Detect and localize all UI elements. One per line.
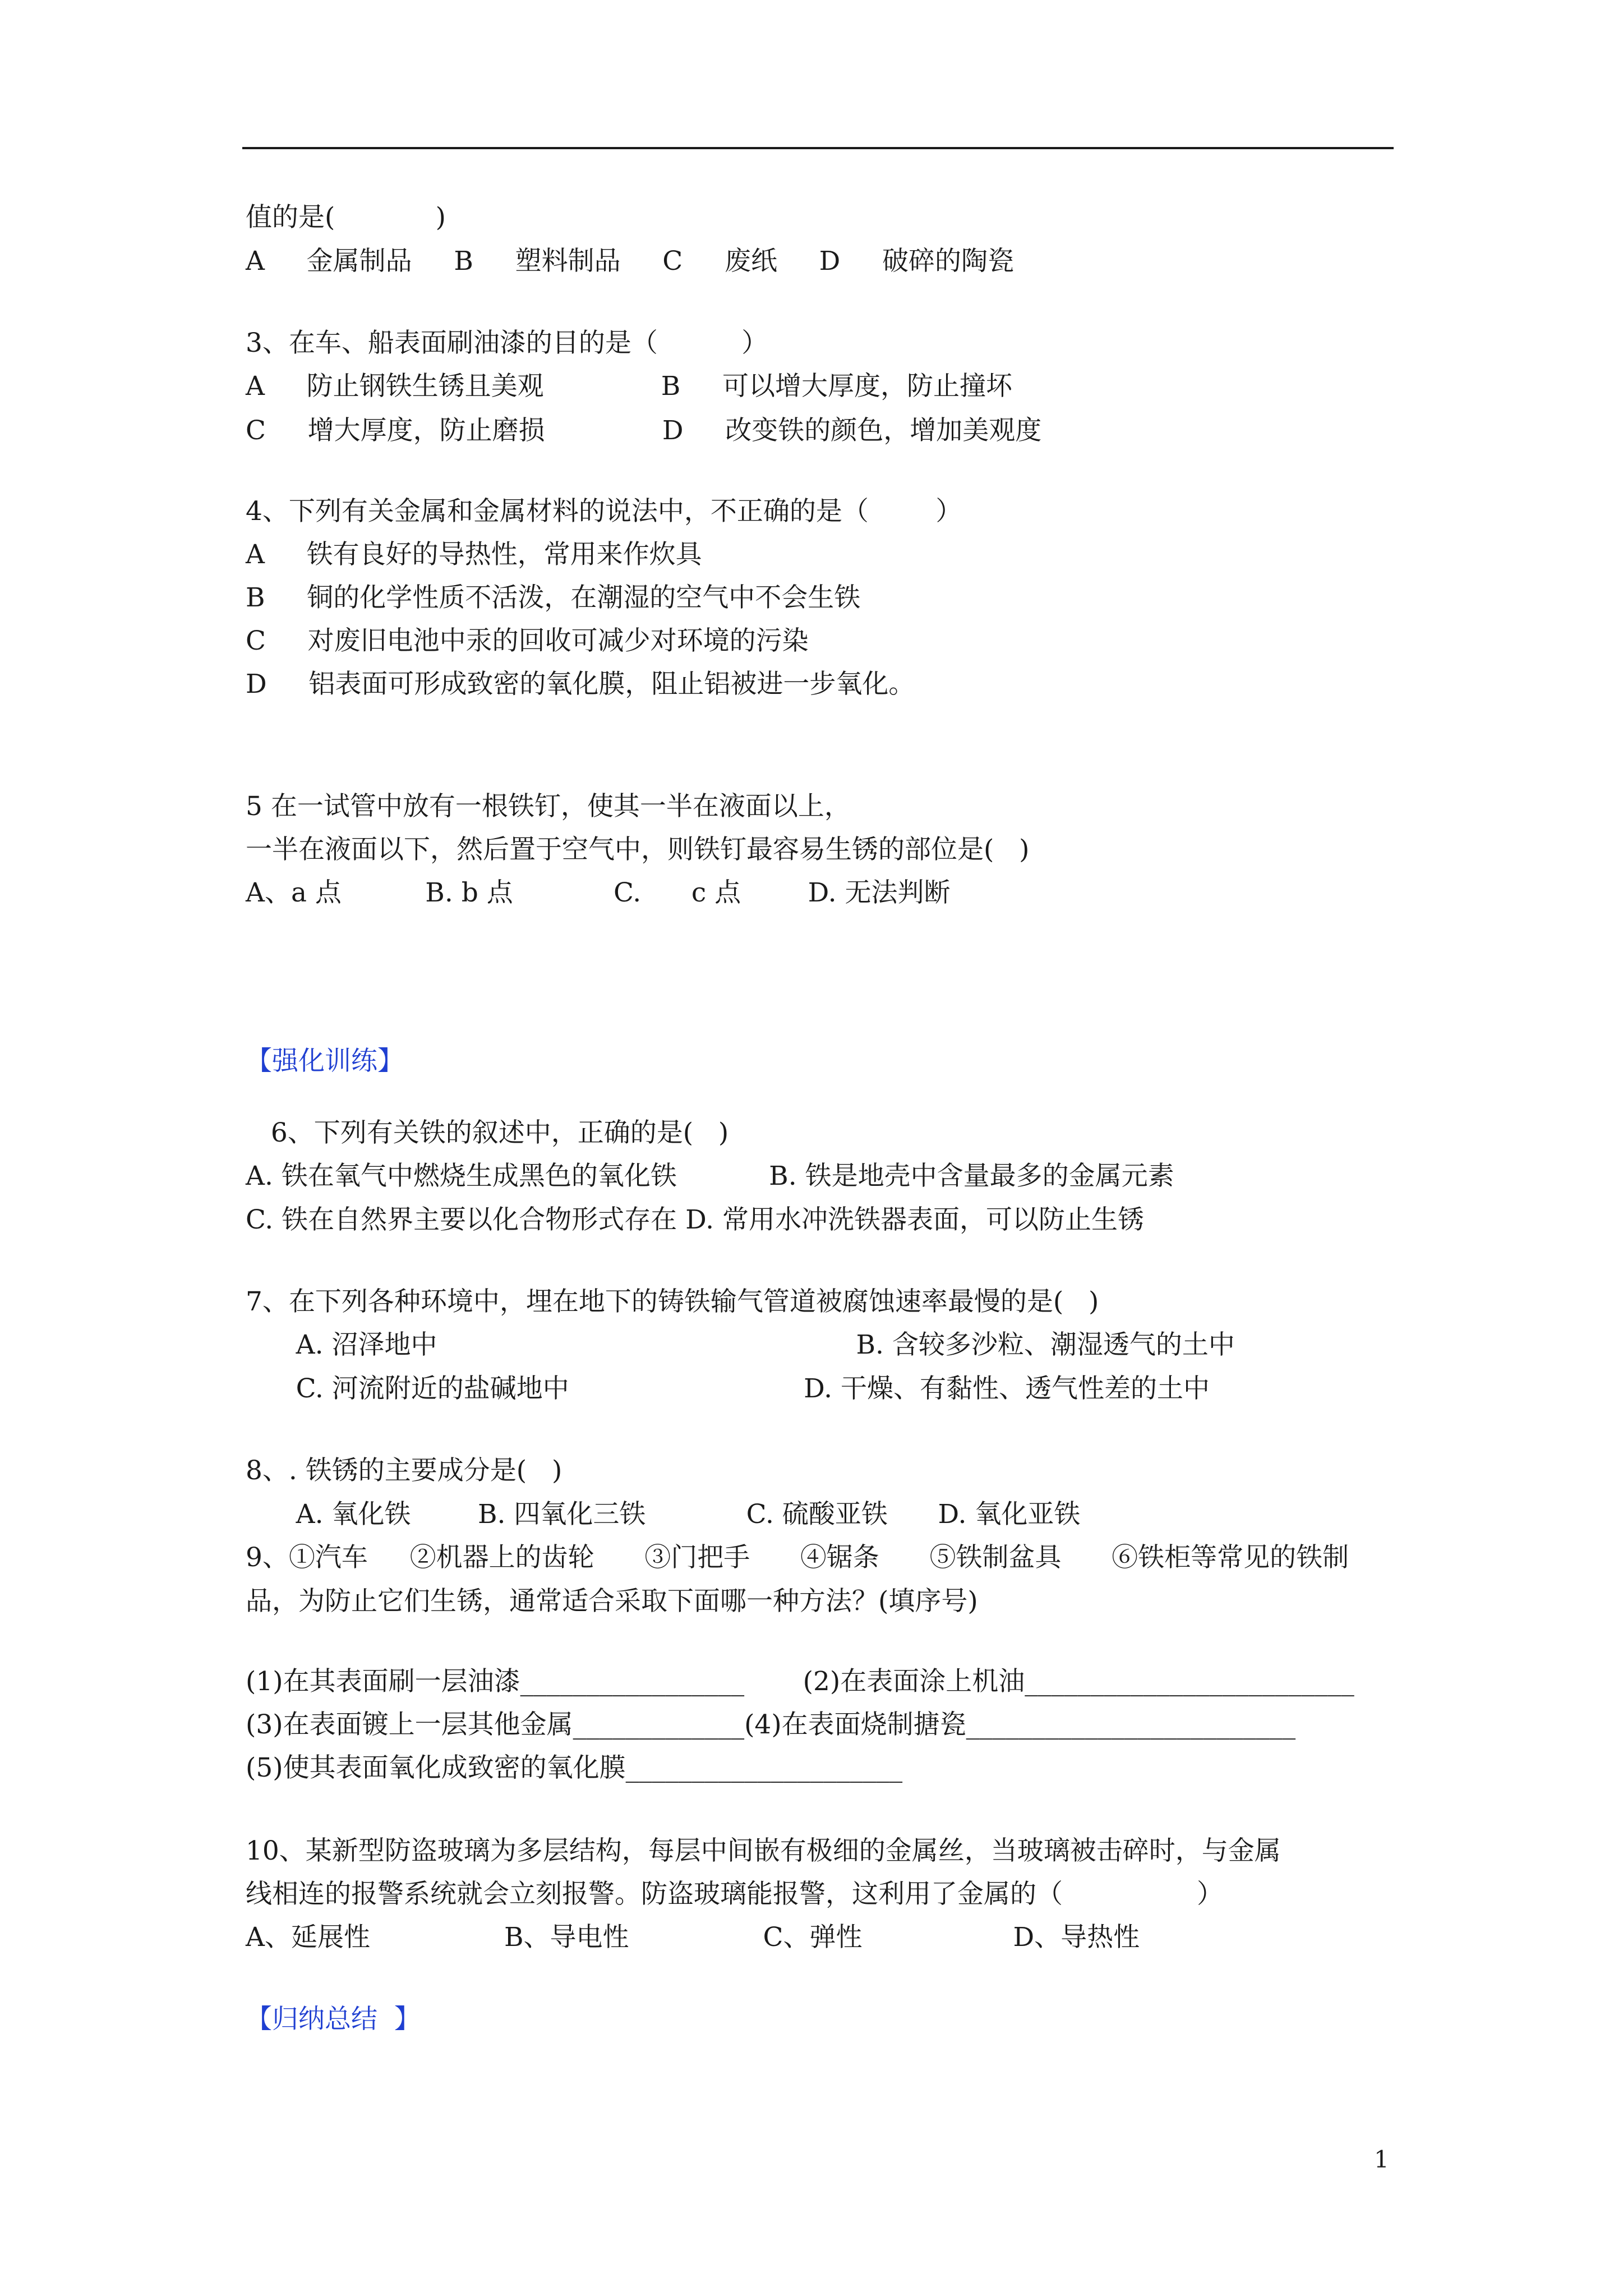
q9-blank-5: (5)使其表面氧化成致密的氧化膜_____________________ — [246, 1752, 903, 1783]
section-practice-heading: 【强化训练】 — [246, 1046, 404, 1076]
q7-stem: 7、在下列各种环境中，埋在地下的铸铁输气管道被腐蚀速率最慢的是( ) — [246, 1286, 1099, 1317]
q6-options-cd: C. 铁在自然界主要以化合物形式存在 D. 常用水冲洗铁器表面，可以防止生锈 — [246, 1204, 1144, 1235]
q9-blanks-3-4: (3)在表面镀上一层其他金属_____________(4)在表面烧制搪瓷_________________________ — [246, 1709, 1296, 1740]
q7-options-ab: A. 沼泽地中 B. 含较多沙粒、潮湿透气的土中 — [246, 1329, 1235, 1360]
header-rule — [242, 147, 1394, 149]
q4-option-b: B 铜的化学性质不活泼，在潮湿的空气中不会生铁 — [246, 582, 861, 613]
q4-stem: 4、下列有关金属和金属材料的说法中，不正确的是（ ） — [246, 496, 962, 527]
q8-stem: 8、. 铁锈的主要成分是( ) — [246, 1455, 562, 1486]
q10-stem-line1: 10、某新型防盗玻璃为多层结构，每层中间嵌有极细的金属丝，当玻璃被击碎时，与金属 — [246, 1835, 1281, 1866]
q9-blanks-1-2: (1)在其表面刷一层油漆_________________ (2)在表面涂上机油_________________________ — [246, 1666, 1354, 1697]
q3-options-cd: C 增大厚度，防止磨损 D 改变铁的颜色，增加美观度 — [246, 415, 1042, 446]
q4-option-d: D 铝表面可形成致密的氧化膜，阻止铝被进一步氧化。 — [246, 669, 915, 700]
q4-option-c: C 对废旧电池中汞的回收可减少对环境的污染 — [246, 625, 809, 656]
q10-options: A、延展性 B、导电性 C、弹性 D、导热性 — [246, 1922, 1140, 1953]
q2-options: A 金属制品 B 塑料制品 C 废纸 D 破碎的陶瓷 — [246, 246, 1015, 277]
page-number: 1 — [1374, 2146, 1389, 2173]
q2-stem-tail: 值的是( ) — [246, 202, 446, 233]
q6-options-ab: A. 铁在氧气中燃烧生成黑色的氧化铁 B. 铁是地壳中含量最多的金属元素 — [246, 1161, 1174, 1191]
q6-stem: 6、下列有关铁的叙述中，正确的是( ) — [246, 1117, 729, 1148]
q9-stem-line1: 9、①汽车 ②机器上的齿轮 ③门把手 ④锯条 ⑤铁制盆具 ⑥铁柜等常见的铁制 — [246, 1542, 1349, 1573]
q3-options-ab: A 防止钢铁生锈且美观 B 可以增大厚度，防止撞坏 — [246, 371, 1013, 402]
q5-stem-line2: 一半在液面以下，然后置于空气中，则铁钉最容易生锈的部位是( ) — [246, 834, 1030, 865]
q9-stem-line2: 品，为防止它们生锈，通常适合采取下面哪一种方法？(填序号) — [246, 1586, 978, 1617]
q10-stem-line2: 线相连的报警系统就会立刻报警。防盗玻璃能报警，这利用了金属的（ ） — [246, 1879, 1224, 1910]
q5-options: A、a 点 B. b 点 C. c 点 D. 无法判断 — [246, 877, 951, 908]
q5-stem-line1: 5 在一试管中放有一根铁钉，使其一半在液面以上， — [246, 791, 851, 822]
q7-options-cd: C. 河流附近的盐碱地中 D. 干燥、有黏性、透气性差的土中 — [246, 1373, 1210, 1404]
q3-stem: 3、在车、船表面刷油漆的目的是（ ） — [246, 328, 768, 358]
section-summary-heading: 【归纳总结 】 — [246, 2004, 421, 2035]
q8-options: A. 氧化铁 B. 四氧化三铁 C. 硫酸亚铁 D. 氧化亚铁 — [246, 1499, 1081, 1530]
q4-option-a: A 铁有良好的导热性，常用来作炊具 — [246, 539, 702, 570]
